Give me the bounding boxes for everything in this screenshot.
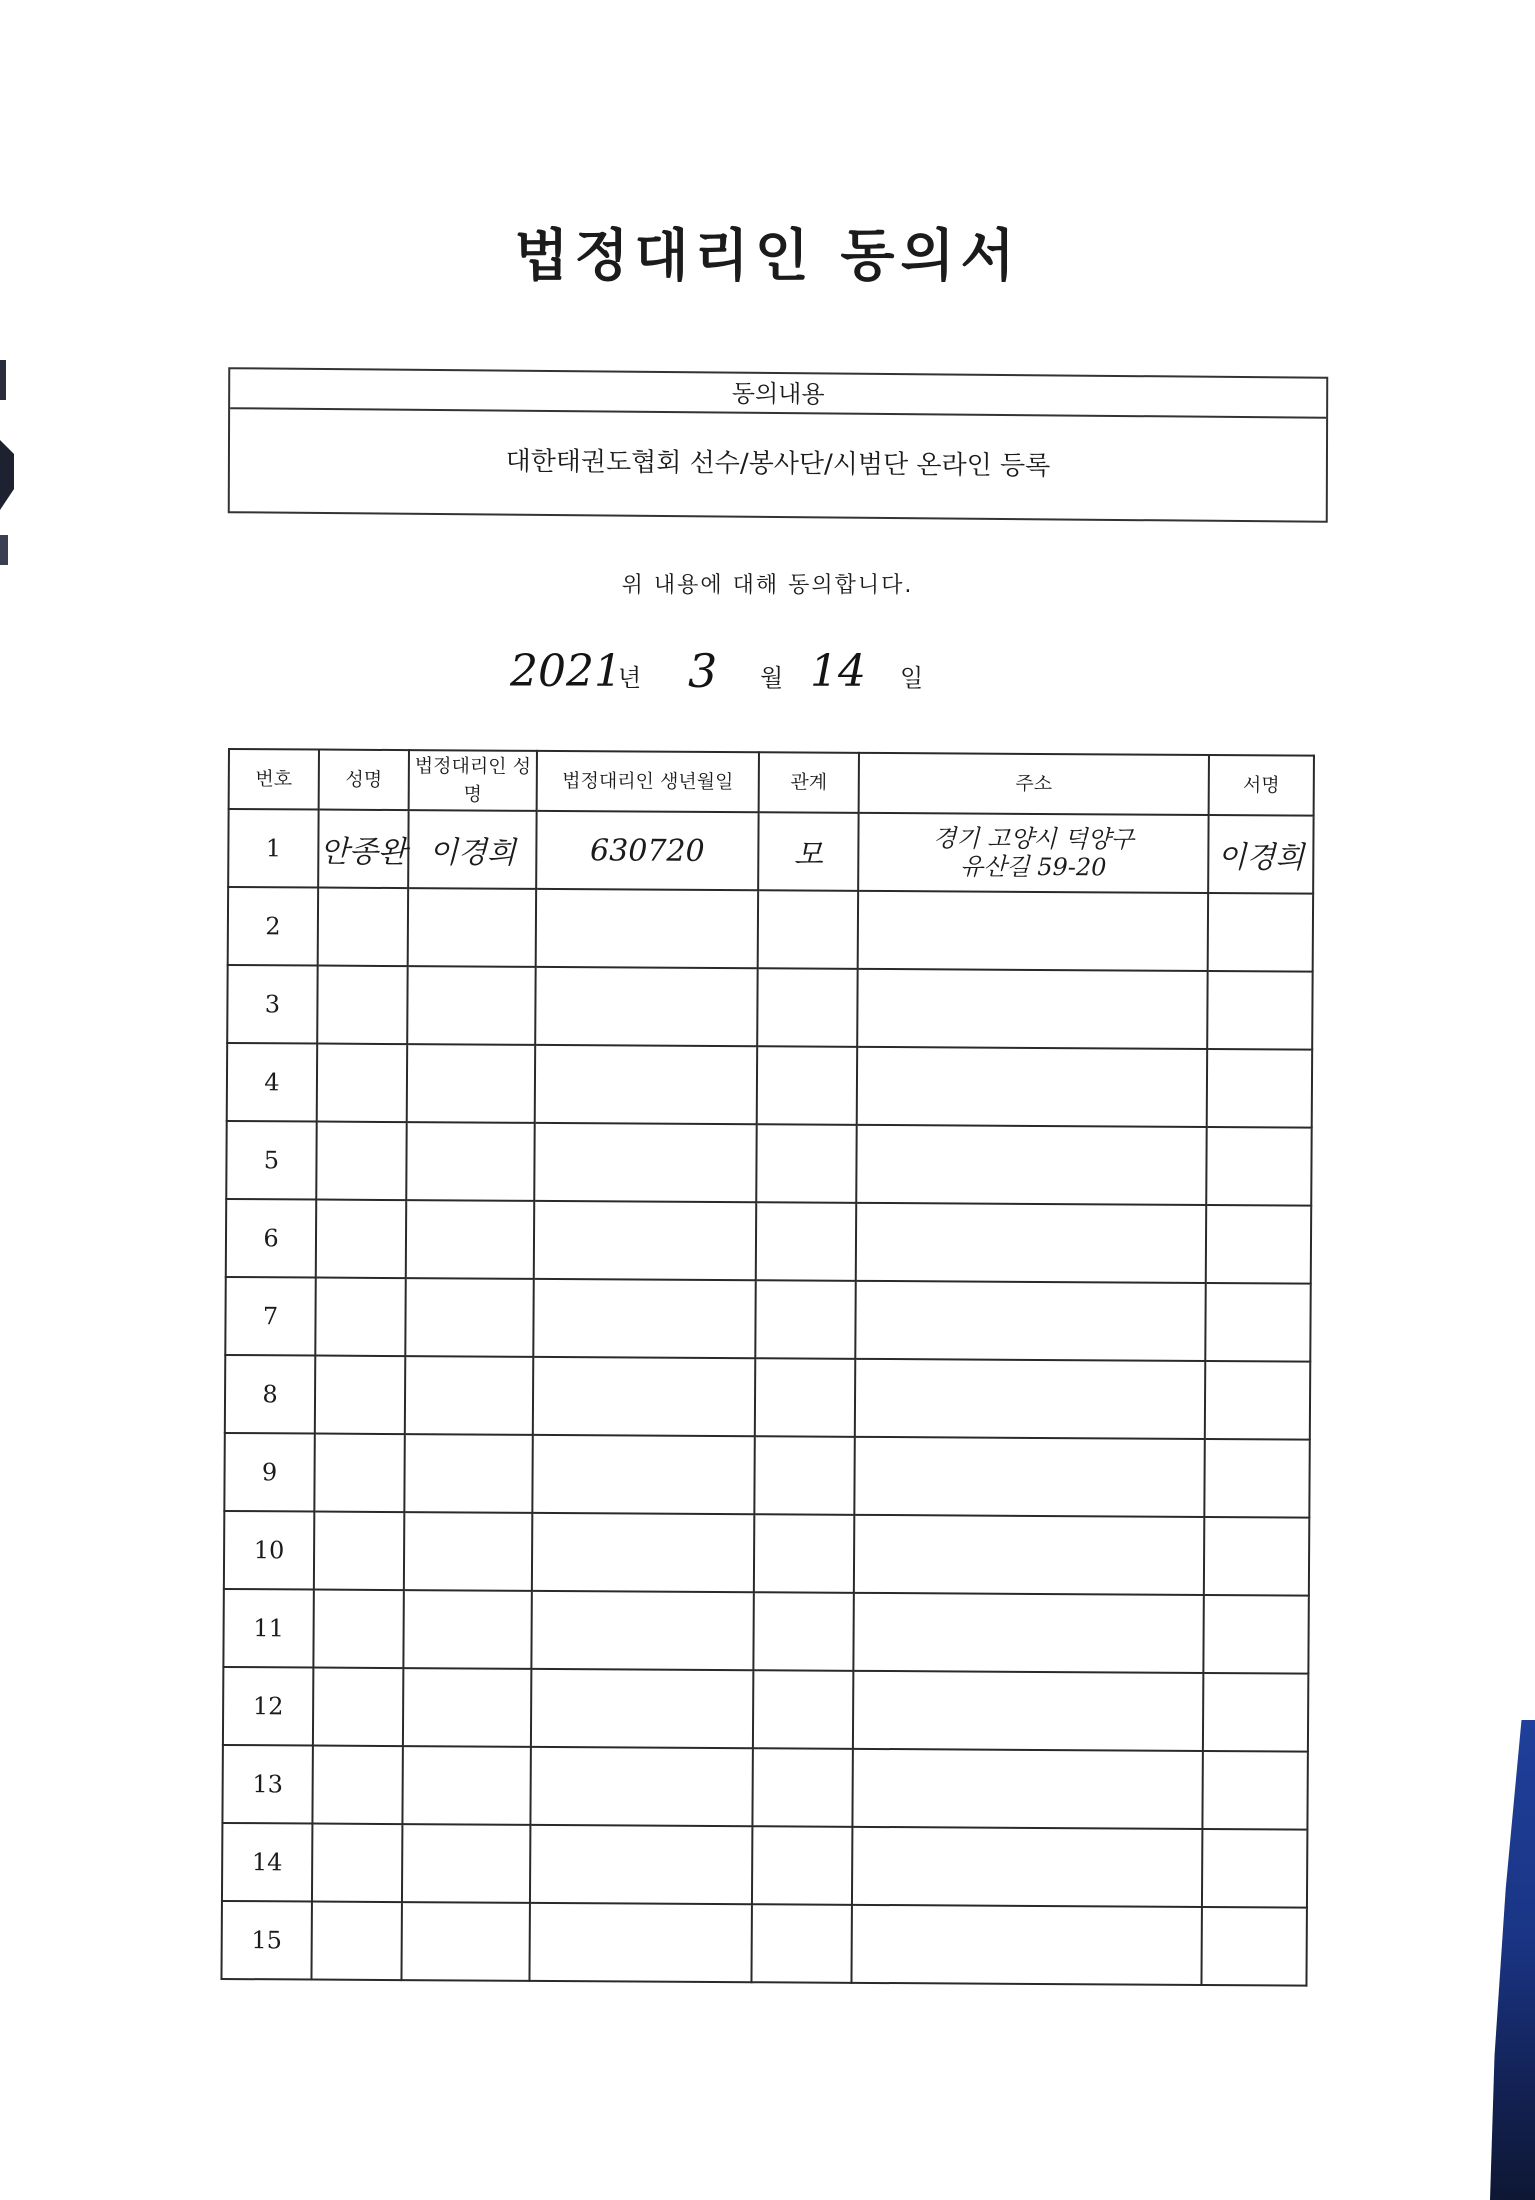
header-name: 성명 xyxy=(319,750,409,811)
cell-guardian-name xyxy=(402,1824,530,1903)
cell-no: 10 xyxy=(224,1511,314,1590)
table-row xyxy=(223,1667,1308,1752)
cell-name xyxy=(317,966,407,1045)
cell-relation xyxy=(752,1748,852,1827)
cell-no: 12 xyxy=(223,1667,313,1746)
cell-address xyxy=(856,1203,1206,1283)
date-day-unit: 일 xyxy=(900,664,924,692)
cell-relation xyxy=(751,1904,851,1983)
header-no: 번호 xyxy=(229,749,319,810)
cell-guardian-name xyxy=(406,1122,534,1201)
cell-no: 5 xyxy=(226,1121,316,1200)
header-address: 주소 xyxy=(859,753,1209,815)
cell-guardian-name xyxy=(401,1902,529,1981)
date-month-unit: 월 xyxy=(760,664,784,692)
cell-name xyxy=(313,1590,403,1669)
cell-signature xyxy=(1203,1595,1308,1674)
cell-signature xyxy=(1208,893,1313,972)
cell-address xyxy=(855,1281,1205,1361)
cell-no: 9 xyxy=(224,1433,314,1512)
table-row xyxy=(227,965,1312,1050)
cell-guardian-birth xyxy=(532,1513,754,1592)
cell-address xyxy=(854,1437,1204,1517)
cell-address xyxy=(858,813,1208,893)
cell-name xyxy=(312,1746,402,1825)
cell-name: 안종완 xyxy=(318,810,408,889)
cell-no: 4 xyxy=(227,1043,317,1122)
cell-address xyxy=(855,1359,1205,1439)
table-row xyxy=(225,1355,1310,1440)
cell-guardian-birth xyxy=(532,1435,754,1514)
table-row xyxy=(226,1199,1311,1284)
cell-address xyxy=(851,1905,1201,1985)
date-month: 3 xyxy=(688,644,718,698)
cell-no: 13 xyxy=(222,1745,312,1824)
cell-no: 6 xyxy=(226,1199,316,1278)
cell-relation xyxy=(753,1592,853,1671)
header-relation: 관계 xyxy=(759,752,859,813)
cell-guardian-birth xyxy=(530,1747,752,1826)
table-header-row xyxy=(229,749,1314,816)
table-row xyxy=(224,1511,1309,1596)
cell-guardian-birth xyxy=(531,1669,753,1748)
cell-signature xyxy=(1202,1829,1307,1908)
cell-guardian-birth xyxy=(533,1357,755,1436)
cell-guardian-name xyxy=(407,966,535,1045)
cell-signature xyxy=(1206,1127,1311,1206)
cell-no: 2 xyxy=(228,887,318,966)
cell-relation xyxy=(754,1514,854,1593)
cell-relation xyxy=(754,1436,854,1515)
cell-signature xyxy=(1203,1673,1308,1752)
address-line: 경기 고양시 덕양구 xyxy=(933,824,1134,854)
date-year-unit: 년 xyxy=(618,664,642,692)
cell-no: 1 xyxy=(228,809,318,888)
cell-no: 3 xyxy=(227,965,317,1044)
table-row xyxy=(227,1043,1312,1128)
cell-guardian-name xyxy=(406,1200,534,1279)
cell-relation xyxy=(752,1826,852,1905)
cell-signature xyxy=(1204,1517,1309,1596)
cell-signature xyxy=(1204,1439,1309,1518)
cell-name xyxy=(312,1824,402,1903)
date-day: 14 xyxy=(810,646,866,697)
cell-address xyxy=(857,969,1207,1049)
table-row xyxy=(221,1901,1306,1986)
table-row xyxy=(228,887,1313,972)
cell-signature xyxy=(1207,1049,1312,1128)
cell-relation xyxy=(757,968,857,1047)
header-guardian-name: 법정대리인 성명 xyxy=(409,750,537,811)
cell-signature xyxy=(1206,1205,1311,1284)
cell-relation xyxy=(755,1358,855,1437)
consent-header: 동의내용 xyxy=(230,369,1326,419)
cell-signature: 이경희 xyxy=(1208,815,1313,894)
cell-name xyxy=(316,1200,406,1279)
table-row xyxy=(224,1433,1309,1518)
cell-guardian-birth xyxy=(530,1825,752,1904)
cell-address xyxy=(852,1749,1202,1829)
date-row xyxy=(510,640,1010,710)
cell-guardian-name xyxy=(404,1434,532,1513)
cell-address xyxy=(853,1671,1203,1751)
cell-relation xyxy=(758,890,858,969)
cell-address xyxy=(858,891,1208,971)
cell-name xyxy=(314,1512,404,1591)
cell-address xyxy=(852,1827,1202,1907)
cell-name xyxy=(315,1356,405,1435)
header-guardian-birth: 법정대리인 생년월일 xyxy=(537,751,759,812)
cell-name xyxy=(315,1278,405,1357)
cell-guardian-name xyxy=(407,1044,535,1123)
table-row xyxy=(228,809,1313,894)
cell-guardian-birth xyxy=(535,967,757,1046)
cell-relation xyxy=(756,1202,856,1281)
consent-text: 대한태권도협회 선수/봉사단/시범단 온라인 등록 xyxy=(505,446,1051,482)
cell-no: 7 xyxy=(225,1277,315,1356)
agreement-statement: 위 내용에 대해 동의합니다. xyxy=(621,573,914,598)
cell-guardian-birth xyxy=(534,1201,756,1280)
cell-guardian-name xyxy=(403,1668,531,1747)
cell-relation: 모 xyxy=(758,812,858,891)
cell-guardian-name xyxy=(402,1746,530,1825)
cell-signature xyxy=(1205,1361,1310,1440)
cell-name xyxy=(311,1902,401,1981)
table-body xyxy=(221,809,1313,1986)
table-row xyxy=(222,1823,1307,1908)
cell-guardian-birth xyxy=(534,1123,756,1202)
cell-guardian-birth: 630720 xyxy=(536,811,758,890)
table-row xyxy=(223,1589,1308,1674)
cell-address xyxy=(856,1125,1206,1205)
cell-guardian-birth xyxy=(536,889,758,968)
cell-address xyxy=(854,1515,1204,1595)
table-row xyxy=(225,1277,1310,1362)
cell-address xyxy=(853,1593,1203,1673)
header-signature: 서명 xyxy=(1209,755,1314,816)
cell-no: 11 xyxy=(223,1589,313,1668)
cell-no: 15 xyxy=(221,1901,311,1980)
date-year: 2021 xyxy=(510,646,622,697)
cell-guardian-name: 이경희 xyxy=(408,810,536,889)
address-line: 유산길 59-20 xyxy=(960,852,1107,882)
table-row xyxy=(226,1121,1311,1206)
cell-name xyxy=(316,1122,406,1201)
cell-guardian-name xyxy=(404,1512,532,1591)
cell-no: 14 xyxy=(222,1823,312,1902)
cell-name xyxy=(314,1434,404,1513)
cell-address xyxy=(857,1047,1207,1127)
cell-guardian-birth xyxy=(531,1591,753,1670)
document-title: 법정대리인 동의서 xyxy=(514,224,1021,289)
cell-relation xyxy=(757,1046,857,1125)
cell-relation xyxy=(756,1124,856,1203)
cell-name xyxy=(313,1668,403,1747)
table-row xyxy=(222,1745,1307,1830)
cell-signature xyxy=(1205,1283,1310,1362)
cell-name xyxy=(317,1044,407,1123)
cell-guardian-name xyxy=(405,1356,533,1435)
cell-relation xyxy=(755,1280,855,1359)
consent-box xyxy=(228,367,1329,523)
cell-guardian-name xyxy=(405,1278,533,1357)
cell-no: 8 xyxy=(225,1355,315,1434)
cell-guardian-name xyxy=(403,1590,531,1669)
cell-guardian-birth xyxy=(529,1903,751,1982)
cell-guardian-birth xyxy=(535,1045,757,1124)
cell-signature xyxy=(1202,1751,1307,1830)
guardian-roster-table xyxy=(220,748,1315,1987)
photo-edge-right xyxy=(1490,1720,1535,2200)
cell-name xyxy=(318,888,408,967)
cell-relation xyxy=(753,1670,853,1749)
cell-guardian-name xyxy=(408,888,536,967)
cell-guardian-birth xyxy=(533,1279,755,1358)
cell-signature xyxy=(1201,1907,1306,1986)
cell-signature xyxy=(1207,971,1312,1050)
